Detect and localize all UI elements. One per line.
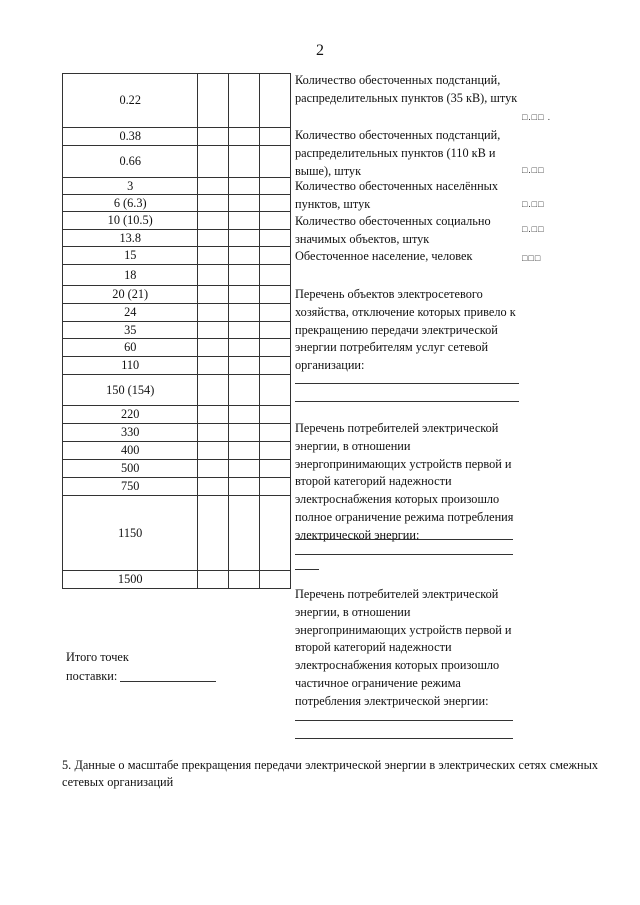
- empty-cell[interactable]: [198, 478, 229, 496]
- empty-cell[interactable]: [229, 478, 260, 496]
- empty-cell[interactable]: [198, 212, 229, 230]
- empty-cell[interactable]: [198, 247, 229, 265]
- table-row: [63, 442, 291, 460]
- empty-cell[interactable]: [260, 424, 291, 442]
- empty-cell[interactable]: [229, 74, 260, 128]
- voltage-cell: 330: [63, 424, 198, 442]
- list-1-line[interactable]: [295, 383, 519, 384]
- indicator-1-label: Количество обесточенных подстанций, распределительных пунктов (110 кВ и выше), штук: [295, 128, 501, 178]
- indicator-1-value: □.□□: [522, 165, 545, 175]
- empty-cell[interactable]: [198, 128, 229, 146]
- empty-cell[interactable]: [229, 146, 260, 178]
- empty-cell[interactable]: [229, 212, 260, 230]
- table-row: [63, 146, 291, 178]
- voltage-cell: 500: [63, 460, 198, 478]
- empty-cell[interactable]: [229, 230, 260, 247]
- table-row: [63, 375, 291, 406]
- table-row: [63, 128, 291, 146]
- empty-cell[interactable]: [260, 146, 291, 178]
- empty-cell[interactable]: [198, 195, 229, 212]
- empty-cell[interactable]: [260, 339, 291, 357]
- voltage-cell: 0.38: [63, 128, 198, 146]
- empty-cell[interactable]: [229, 460, 260, 478]
- empty-cell[interactable]: [260, 375, 291, 406]
- list-3-line[interactable]: [295, 720, 513, 721]
- empty-cell[interactable]: [260, 304, 291, 322]
- empty-cell[interactable]: [198, 339, 229, 357]
- voltage-cell: 35: [63, 322, 198, 339]
- table-row: [63, 247, 291, 265]
- empty-cell[interactable]: [260, 212, 291, 230]
- indicator-0-label: Количество обесточенных подстанций, распределительных пунктов (35 кВ), штук: [295, 73, 518, 105]
- empty-cell[interactable]: [198, 230, 229, 247]
- empty-cell[interactable]: [198, 322, 229, 339]
- voltage-cell: 15: [63, 247, 198, 265]
- voltage-cell: 220: [63, 406, 198, 424]
- empty-cell[interactable]: [198, 442, 229, 460]
- empty-cell[interactable]: [260, 322, 291, 339]
- voltage-cell: 3: [63, 178, 198, 195]
- voltage-cell: 0.66: [63, 146, 198, 178]
- empty-cell[interactable]: [198, 424, 229, 442]
- empty-cell[interactable]: [198, 460, 229, 478]
- empty-cell[interactable]: [198, 571, 229, 589]
- voltage-cell: 1150: [63, 496, 198, 571]
- voltage-cell: 6 (6.3): [63, 195, 198, 212]
- voltage-cell: 110: [63, 357, 198, 375]
- table-row: [63, 74, 291, 128]
- table-row: [63, 230, 291, 247]
- table-row: [63, 212, 291, 230]
- empty-cell[interactable]: [260, 357, 291, 375]
- indicator-3-label: Количество обесточенных социально значимых объектов, штук: [295, 214, 491, 246]
- empty-cell[interactable]: [229, 357, 260, 375]
- empty-cell[interactable]: [260, 265, 291, 286]
- table-row: [63, 178, 291, 195]
- voltage-cell: 24: [63, 304, 198, 322]
- list-3-label: Перечень потребителей электрической энергии, в отношении энергопринимающих устройств первой и второй категорий надежности электроснабжения которых произошло частичное ограничение режима потребления электрической энергии:: [295, 587, 512, 708]
- empty-cell[interactable]: [198, 286, 229, 304]
- table-row: [63, 265, 291, 286]
- empty-cell[interactable]: [260, 460, 291, 478]
- empty-cell[interactable]: [229, 128, 260, 146]
- table-row: [63, 286, 291, 304]
- empty-cell[interactable]: [229, 247, 260, 265]
- empty-cell[interactable]: [198, 265, 229, 286]
- voltage-cell: 60: [63, 339, 198, 357]
- empty-cell[interactable]: [260, 230, 291, 247]
- table-row: [63, 304, 291, 322]
- empty-cell[interactable]: [229, 322, 260, 339]
- empty-cell[interactable]: [260, 247, 291, 265]
- empty-cell[interactable]: [229, 286, 260, 304]
- empty-cell[interactable]: [229, 195, 260, 212]
- list-2-line[interactable]: [295, 539, 513, 540]
- empty-cell[interactable]: [260, 496, 291, 571]
- empty-cell[interactable]: [260, 178, 291, 195]
- table-row: [63, 406, 291, 424]
- table-row: [63, 195, 291, 212]
- indicator-2-label: Количество обесточенных населённых пунктов, штук: [295, 179, 499, 211]
- list-1-line[interactable]: [295, 401, 519, 402]
- empty-cell[interactable]: [229, 496, 260, 571]
- empty-cell[interactable]: [229, 442, 260, 460]
- list-2-label: Перечень потребителей электрической энергии, в отношении энергопринимающих устройств первой и второй категорий надежности электроснабжения которых произошло полное ограничение режима потребления электрической энергии:: [295, 421, 514, 542]
- empty-cell[interactable]: [229, 424, 260, 442]
- table-row: [63, 357, 291, 375]
- empty-cell[interactable]: [260, 406, 291, 424]
- empty-cell[interactable]: [229, 375, 260, 406]
- voltage-cell: 400: [63, 442, 198, 460]
- list-2-line[interactable]: [295, 554, 513, 555]
- table-row: [63, 339, 291, 357]
- indicator-2-value: □.□□: [522, 199, 545, 209]
- empty-cell[interactable]: [229, 265, 260, 286]
- empty-cell[interactable]: [229, 571, 260, 589]
- empty-cell[interactable]: [260, 195, 291, 212]
- voltage-cell: 18: [63, 265, 198, 286]
- empty-cell[interactable]: [198, 178, 229, 195]
- empty-cell[interactable]: [260, 571, 291, 589]
- empty-cell[interactable]: [229, 304, 260, 322]
- list-2-line[interactable]: [295, 569, 319, 570]
- empty-cell[interactable]: [198, 304, 229, 322]
- empty-cell[interactable]: [198, 146, 229, 178]
- voltage-cell: 150 (154): [63, 375, 198, 406]
- voltage-table: [62, 73, 291, 589]
- total-points-label: Итого точек поставки:: [66, 650, 129, 683]
- empty-cell[interactable]: [198, 496, 229, 571]
- indicator-4-label: Обесточенное население, человек: [295, 249, 473, 263]
- empty-cell[interactable]: [260, 286, 291, 304]
- indicator-3-value: □.□□: [522, 224, 545, 234]
- table-row: [63, 571, 291, 589]
- voltage-cell: 10 (10.5): [63, 212, 198, 230]
- voltage-cell: 20 (21): [63, 286, 198, 304]
- section-5-heading: 5. Данные о масштабе прекращения передачи электрической энергии в электрических сетях смежных сетевых организаций: [62, 758, 598, 789]
- indicator-4-value: □□□: [522, 253, 542, 263]
- table-row: [63, 322, 291, 339]
- total-points-field[interactable]: [120, 681, 216, 682]
- empty-cell[interactable]: [229, 339, 260, 357]
- voltage-cell: 13.8: [63, 230, 198, 247]
- indicator-0-value: □.□□ .: [522, 112, 552, 122]
- empty-cell[interactable]: [260, 128, 291, 146]
- empty-cell[interactable]: [229, 406, 260, 424]
- empty-cell[interactable]: [229, 178, 260, 195]
- list-3-line[interactable]: [295, 738, 513, 739]
- empty-cell[interactable]: [198, 357, 229, 375]
- voltage-cell: 0.22: [63, 74, 198, 128]
- page-number: 2: [316, 42, 324, 59]
- empty-cell[interactable]: [198, 406, 229, 424]
- list-1-label: Перечень объектов электросетевого хозяйства, отключение которых привело к прекращению передачи электрической энергии потребителям услуг сетевой организации:: [295, 287, 516, 373]
- empty-cell[interactable]: [260, 74, 291, 128]
- empty-cell[interactable]: [198, 74, 229, 128]
- table-row: [63, 478, 291, 496]
- table-row: [63, 496, 291, 571]
- empty-cell[interactable]: [198, 375, 229, 406]
- voltage-cell: 1500: [63, 571, 198, 589]
- empty-cell[interactable]: [260, 442, 291, 460]
- voltage-cell: 750: [63, 478, 198, 496]
- table-row: [63, 460, 291, 478]
- empty-cell[interactable]: [260, 478, 291, 496]
- table-row: [63, 424, 291, 442]
